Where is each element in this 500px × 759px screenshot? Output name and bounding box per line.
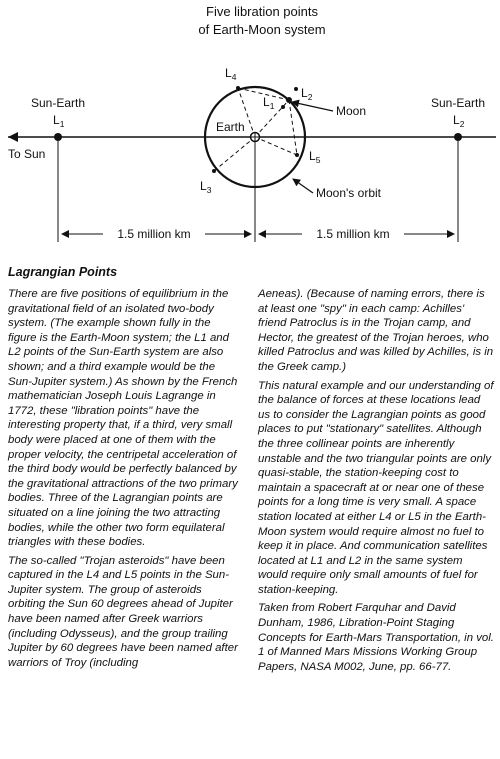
earth-label: Earth [216,120,245,134]
sun-earth-l2-caption: Sun-Earth [430,96,486,110]
l2-point [294,87,298,91]
l4-point [236,86,240,90]
diagram-title-line2: of Earth-Moon system [198,22,326,37]
moon-orbit-arrow [293,179,313,193]
article-right-column [258,287,494,678]
l3-point [212,169,216,173]
article-source-citation: Taken from Robert Farquhar and David Dunham, 1986, Libration-Point Staging Concepts for Earth-Mars Transportation, in vol. 1 of Manned Mars Missions Working Group Papers, NASA M002, June, pp. 66-77. [258,602,494,673]
l1-point [281,105,285,109]
article-heading: Lagrangian Points [8,265,118,279]
sun-earth-l2-point [454,133,462,141]
libration-points-diagram [0,0,500,250]
l5-point [295,153,299,157]
distance-right-label: 1.5 million km [316,227,390,241]
to-sun-arrowhead [8,132,18,142]
article-left-column [8,287,240,674]
diagram-title-line1: Five libration points [206,4,318,19]
article [8,265,494,755]
l2-label: $L_2$ [301,86,313,102]
distance-left-label: 1.5 million km [117,227,191,241]
sun-earth-l1-caption: Sun-Earth [30,96,86,110]
article-paragraph: The so-called "Trojan asteroids" have been captured in the L4 and L5 points in the Sun-Jupiter system. The group of asteroids orbiting the Sun 60 degrees ahead of Jupiter have been named after Greek warriors (including Odysseus), and the group trailing Jupiter by 60 degrees have been named after warriors of Troy (including [8,554,238,669]
sun-earth-l1-point [54,133,62,141]
sun-earth-l1-label: $L_1$ [53,113,65,129]
l1-label: $L_1$ [263,95,275,111]
l5-label: $L_5$ [309,149,321,165]
sun-earth-l2-label: $L_2$ [453,113,465,129]
l3-label: $L_3$ [200,179,212,195]
article-paragraph: Aeneas). (Because of naming errors, there is at least one "spy" in each camp: Achilles' friend Patroclus is in the Trojan camp, and Hector, the greatest of the Trojan heroes, who killed Patroclus and was killed by Achilles, is in the Greek camp.) [258,288,494,373]
moon-label: Moon [336,104,367,118]
article-paragraph: There are five positions of equilibrium in the gravitational field of an isolated two-body system. (The example shown fully in the figure is the Earth-Moon system; the L1 and L2 points of the Sun-Earth system are also shown; and a third example would be the Sun-Jupiter system.) As shown by the French mathematician Joseph Louis Lagrange in 1772, these "libration points" have the interesting property that, if a third, very small body were placed at one of them with the proper velocity, the centripetal acceleration of the third body would be perfectly balanced by the gravitational attractions of the two primary bodies. Three of the Lagrangian points are situated on a line joining the two attracting bodies, while the other two form equilateral triangles with these bodies. [8,288,238,549]
article-paragraph: This natural example and our understanding of the balance of forces at these locations lead us to consider the Lagrangian points as good places to put "stationary" satellites. Although the three collinear points are inherently unstable and the two triangular points are only quasi-stable, the station-keeping cost to maintain a spacecraft at or near one of these points for a long time is very small. A space station located at either L4 or L5 in the Earth-Moon system would require almost no fuel to keep it in place. And communication satellites located at L1 and L2 in the same system would require only small amounts of fuel for station-keeping. [258,379,494,596]
moon-orbit-label: Moon's orbit [316,186,381,200]
moon-marker [286,97,292,103]
to-sun-label: To Sun [8,147,46,161]
l4-label: $L_4$ [225,66,237,82]
